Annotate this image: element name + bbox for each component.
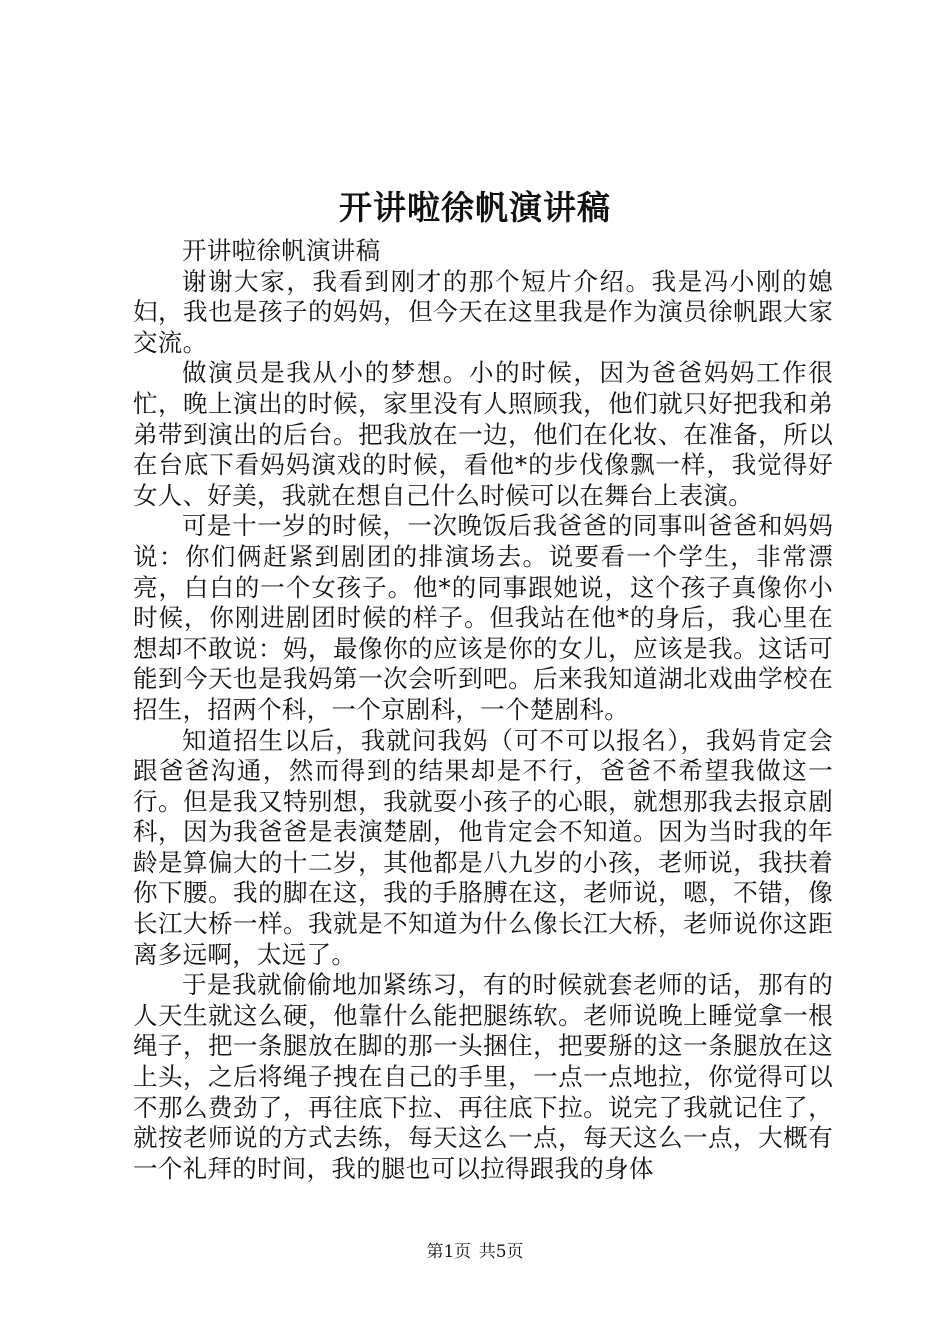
paragraph: 做演员是我从小的梦想。小的时候，因为爸爸妈妈工作很忙，晚上演出的时候，家里没有人照顾我，他们就只好把我和弟弟带到演出的后台。把我放在一边，他们在化妆、在准备，所以在台底下看妈妈演戏的时候，看他*的步伐像飘一样，我觉得好女人、好美，我就在想自己什么时候可以在舞台上表演。 (133, 358, 833, 510)
paragraph: 可是十一岁的时候，一次晚饭后我爸爸的同事叫爸爸和妈妈说：你们俩赶紧到剧团的排演场去。说要看一个学生，非常漂亮，白白的一个女孩子。他*的同事跟她说，这个孩子真像你小时候，你刚进剧团时候的样子。但我站在他*的身后，我心里在想却不敢说：妈，最像你的应该是你的女儿，应该是我。这话可能到今天也是我妈第一次会听到吧。后来我知道湖北戏曲学校在招生，招两个科，一个京剧科，一个楚剧科。 (133, 511, 833, 724)
document-body (133, 236, 833, 1184)
paragraph: 知道招生以后，我就问我妈（可不可以报名），我妈肯定会跟爸爸沟通，然而得到的结果却是不行，爸爸不希望我做这一行。但是我又特别想，我就耍小孩子的心眼，就想那我去报京剧科，因为我爸爸是表演楚剧，他肯定会不知道。因为当时我的年龄是算偏大的十二岁，其他都是八九岁的小孩，老师说，我扶着你下腰。我的脚在这，我的手胳膊在这，老师说，嗯，不错，像长江大桥一样。我就是不知道为什么像长江大桥，老师说你这距离多远啊，太远了。 (133, 725, 833, 969)
page-total: 共5页 (478, 1242, 524, 1262)
page-number: 第1页 (426, 1242, 472, 1262)
paragraph: 谢谢大家，我看到刚才的那个短片介绍。我是冯小刚的媳妇，我也是孩子的妈妈，但今天在这里我是作为演员徐帆跟大家交流。 (133, 266, 833, 357)
document-title: 开讲啦徐帆演讲稿 (339, 188, 611, 227)
paragraph-heading: 开讲啦徐帆演讲稿 (182, 236, 381, 265)
page-footer (0, 1239, 950, 1265)
paragraph: 于是我就偷偷地加紧练习，有的时候就套老师的话，那有的人天生就这么硬，他靠什么能把腿练软。老师说晚上睡觉拿一根绳子，把一条腿放在脚的那一头捆住，把要掰的这一条腿放在这上头，之后将绳子拽在自己的手里，一点一点地拉，你觉得可以不那么费劲了，再往底下拉、再往底下拉。说完了我就记住了，就按老师说的方式去练，每天这么一点，每天这么一点，大概有一个礼拜的时间，我的腿也可以拉得跟我的身体 (133, 970, 833, 1183)
